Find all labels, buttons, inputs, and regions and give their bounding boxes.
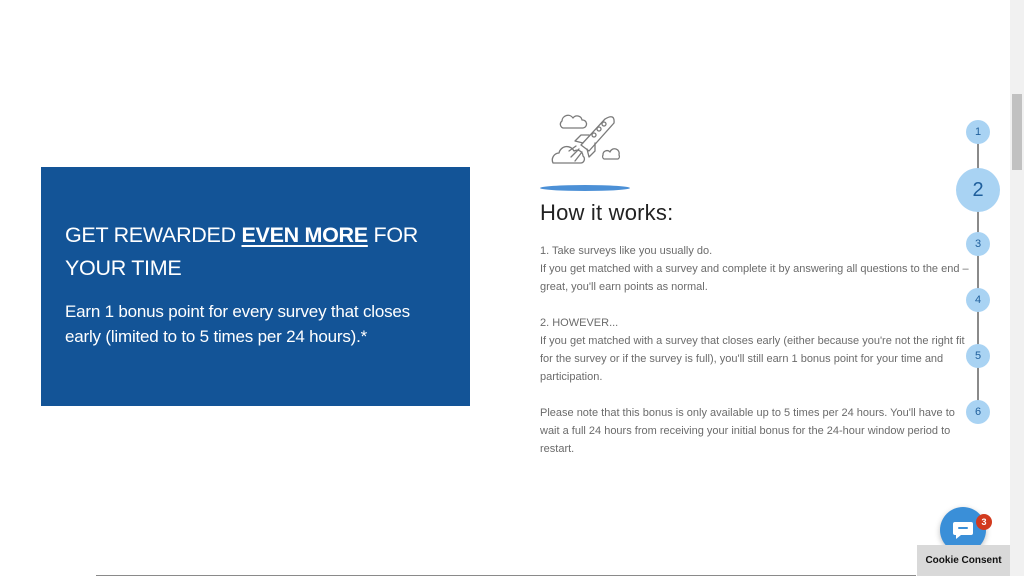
step2-text: If you get matched with a survey that closes early (either because you're not the right fit for the survey or if the survey is full), you'll still earn 1 bonus point for your time and participation. (540, 335, 965, 383)
how-it-works-title: How it works: (540, 200, 674, 225)
chat-notification-badge: 3 (976, 514, 992, 530)
promo-heading (65, 219, 446, 285)
promo-heading-emphasis: EVEN MORE (241, 223, 368, 247)
step-2-button[interactable]: 2 (956, 168, 1000, 212)
step-4-button[interactable]: 4 (966, 288, 990, 312)
step1-title: 1. Take surveys like you usually do. (540, 245, 713, 257)
cookie-consent-button[interactable]: Cookie Consent (917, 545, 1010, 576)
accent-bar (540, 185, 630, 191)
promo-heading-suffix: FOR YOUR TIME (65, 223, 418, 280)
step-3-button[interactable]: 3 (966, 232, 990, 256)
promo-text: Earn 1 bonus point for every survey that closes early (limited to to 5 times per 24 hours).* (65, 302, 410, 346)
step-navigation (955, 118, 1001, 428)
step-1-button[interactable]: 1 (966, 120, 990, 144)
how-it-works-body (540, 242, 970, 458)
chat-icon (952, 520, 974, 540)
step-6-button[interactable]: 6 (966, 400, 990, 424)
step1-text: If you get matched with a survey and complete it by answering all questions to the end – great, you'll earn points as normal. (540, 263, 969, 293)
promo-heading-prefix: GET REWARDED (65, 223, 242, 247)
page-scrollbar[interactable] (1010, 0, 1024, 576)
step2-title: 2. HOWEVER... (540, 317, 619, 329)
rocket-icon (545, 105, 625, 173)
scrollbar-thumb[interactable] (1012, 94, 1022, 170)
promo-card (41, 167, 470, 406)
bonus-note: Please note that this bonus is only available up to 5 times per 24 hours. You'll have to wait a full 24 hours from receiving your initial bonus for the 24-hour window period to restart. (540, 407, 955, 455)
step-5-button[interactable]: 5 (966, 344, 990, 368)
